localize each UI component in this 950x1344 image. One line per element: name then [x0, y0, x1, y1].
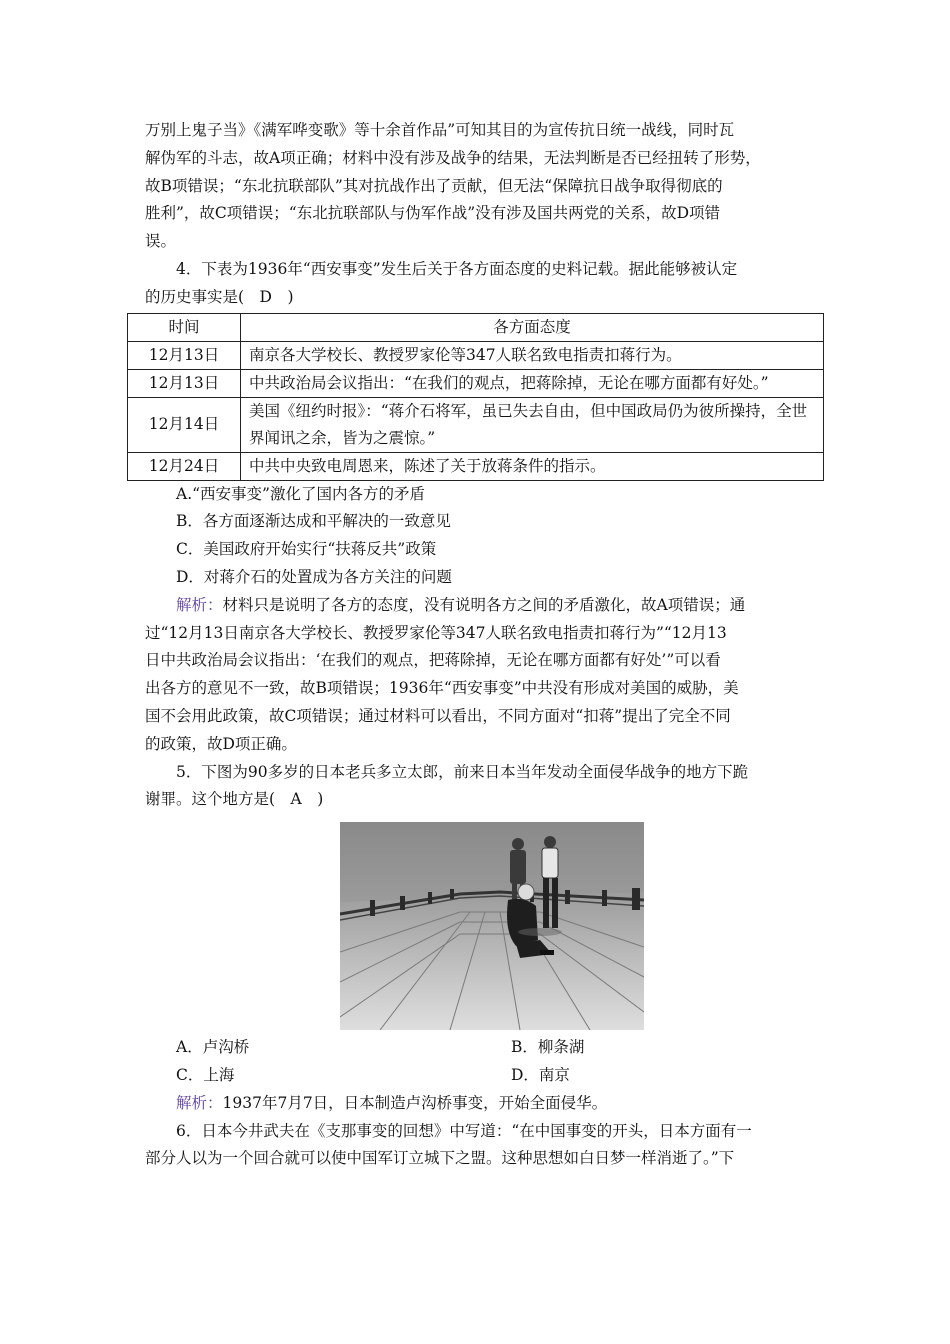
analysis-line: 国不会用此政策，故C项错误；通过材料可以看出，不同方面对“扣蒋”提出了完全不同 — [145, 706, 731, 725]
option-d: D．对蒋介石的处置成为各方关注的问题 — [176, 567, 452, 586]
analysis-line: 的政策，故D项正确。 — [145, 734, 297, 753]
option-a: A．卢沟桥 — [176, 1038, 250, 1057]
table-row — [128, 369, 824, 397]
table-header: 各方面态度 — [241, 313, 824, 341]
analysis — [145, 592, 810, 759]
option-b: B．柳条湖 — [511, 1038, 585, 1057]
text-line: 故B项错误；“东北抗联部队”其对抗战作出了贡献，但无法“保障抗日战争取得彻底的 — [145, 176, 723, 195]
analysis-line: 出各方的意见不一致，故B项错误；1936年“西安事变”中共没有形成对美国的威胁，美 — [145, 679, 739, 698]
table-cell-date: 12月13日 — [128, 369, 241, 397]
question-stem: 部分人以为一个回合就可以使中国军订立城下之盟。这种思想如白日梦一样消逝了。”下 — [145, 1149, 735, 1168]
intro-paragraph — [145, 117, 810, 256]
option-c: C．上海 — [176, 1065, 235, 1084]
analysis-text: 材料只是说明了各方的态度，没有说明各方之间的矛盾激化，故A项错误；通 — [222, 595, 746, 614]
option-c: C．美国政府开始实行“扶蒋反共”政策 — [176, 540, 437, 559]
table-row — [128, 397, 824, 452]
option-b: B．各方面逐渐达成和平解决的一致意见 — [176, 512, 451, 531]
analysis-label: 解析： — [176, 1093, 223, 1112]
options-row — [145, 1034, 810, 1062]
question-stem: 谢罪。这个地方是( A ) — [145, 790, 324, 809]
analysis-line: 日中共政治局会议指出：‘在我们的观点，把蒋除掉，无论在哪方面都有好处’”可以看 — [145, 651, 721, 670]
text-line: 解伪军的斗志，故A项正确；材料中没有涉及战争的结果，无法判断是否已经扭转了形势， — [145, 148, 761, 167]
attitude-table — [127, 313, 824, 481]
question-stem: 的历史事实是( D ) — [145, 287, 294, 306]
table-row — [128, 452, 824, 480]
table-cell-date: 12月24日 — [128, 452, 241, 480]
question-stem: 5．下图为90多岁的日本老兵多立太郎，前来日本当年发动全面侵华战争的地方下跪 — [176, 762, 749, 781]
option-a: A.“西安事变”激化了国内各方的矛盾 — [176, 484, 425, 503]
table-cell-date: 12月14日 — [128, 397, 241, 452]
table-cell-text: 中共中央致电周恩来，陈述了关于放蒋条件的指示。 — [241, 452, 824, 480]
bridge-photo — [340, 822, 644, 1030]
text-line: 万别上鬼子当》《满军哗变歌》等十余首作品”可知其目的为宣传抗日统一战线，同时瓦 — [145, 121, 735, 139]
table-cell-text: 南京各大学校长、教授罗家伦等347人联名致电指责扣蒋行为。 — [241, 341, 824, 369]
option-d: D．南京 — [511, 1065, 570, 1084]
question-5 — [145, 759, 810, 1118]
question-stem: 4．下表为1936年“西安事变”发生后关于各方面态度的史料记载。据此能够被认定 — [176, 259, 738, 278]
document-page — [145, 117, 810, 1173]
analysis-line — [145, 592, 810, 620]
table-header-row — [128, 313, 824, 341]
question-4 — [145, 256, 810, 759]
table-cell-text: 中共政治局会议指出：“在我们的观点，把蒋除掉，无论在哪方面都有好处。” — [241, 369, 824, 397]
table-header: 时间 — [128, 313, 241, 341]
analysis-text: 1937年7月7日，日本制造卢沟桥事变，开始全面侵华。 — [222, 1093, 608, 1112]
text-line: 误。 — [145, 232, 177, 251]
table-cell-text: 美国《纽约时报》：“蒋介石将军，虽已失去自由，但中国政局仍为彼所操持，全世界闻讯之余，皆为之震惊。” — [241, 397, 824, 452]
question-stem: 6．日本今井武夫在《支那事变的回想》中写道：“在中国事变的开头，日本方面有一 — [176, 1121, 752, 1140]
analysis-line — [145, 1090, 810, 1118]
analysis-label: 解析： — [176, 595, 223, 614]
kneeling-veteran-photo — [340, 822, 644, 1030]
text-line: 胜利”，故C项错误；“东北抗联部队与伪军作战”没有涉及国共两党的关系，故D项错 — [145, 204, 721, 223]
table-row — [128, 341, 824, 369]
analysis-line: 过“12月13日南京各大学校长、教授罗家伦等347人联名致电指责扣蒋行为”“12月13 — [145, 623, 727, 642]
options-row — [145, 1062, 810, 1090]
table-cell-date: 12月13日 — [128, 341, 241, 369]
question-6 — [145, 1118, 810, 1174]
